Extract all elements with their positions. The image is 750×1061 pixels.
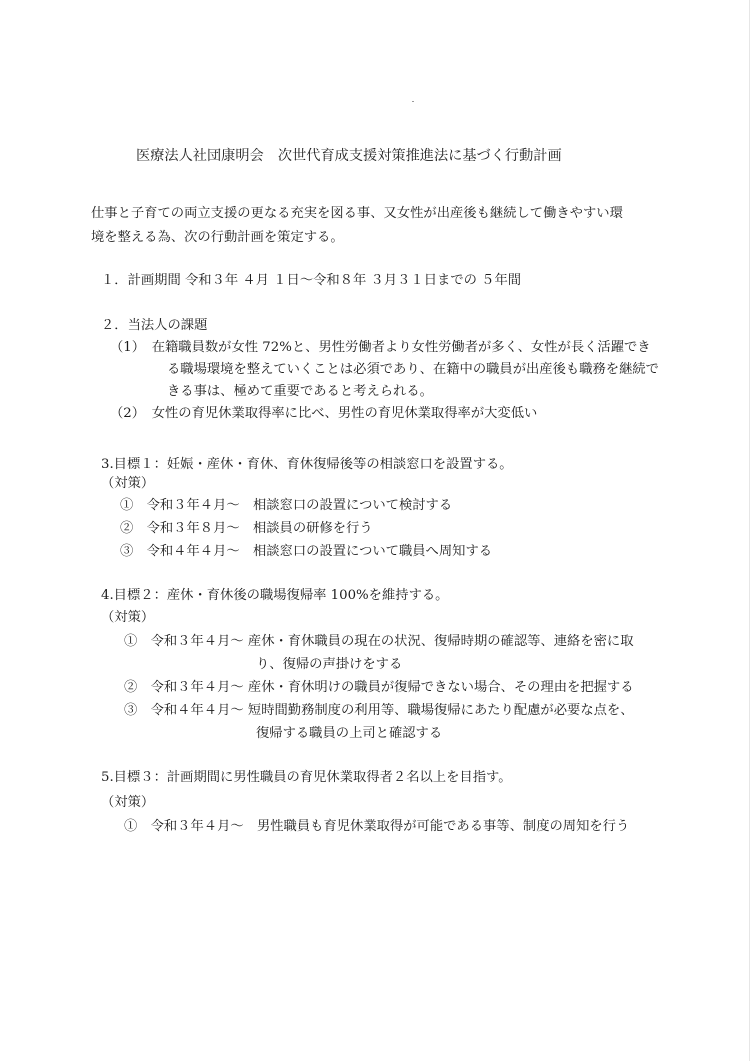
goal-1-measure-3: ③ 令和４年４月～ 相談窓口の設置について職員へ周知する	[120, 544, 493, 559]
goal-2-measure-1-line-1: ① 令和３年４月～ 産休・育休職員の現在の状況、復帰時期の確認等、連絡を密に取	[124, 634, 634, 649]
goal-2-measure-3-line-2: 復帰する職員の上司と確認する	[256, 726, 443, 741]
plan-period: １．計画期間 令和３年 ４月 １日～令和８年 ３月３１日までの ５年間	[101, 273, 522, 288]
issues-heading: ２．当法人の課題	[101, 318, 208, 333]
issue-1-line-2: る職場環境を整えていくことは必須であり、在籍中の職員が出産後も職務を継続で	[167, 362, 659, 377]
goal-2-heading: 4.目標２：産休・育休後の職場復帰率 100%を維持する。	[101, 588, 449, 603]
goal-1-measure-1: ① 令和３年４月～ 相談窓口の設置について検討する	[120, 498, 453, 513]
goal-3-measure-1: ① 令和３年４月～ 男性職員も育児休業取得が可能である事等、制度の周知を行う	[124, 819, 630, 834]
document-title: 医療法人社団康明会 次世代育成支援対策推進法に基づく行動計画	[136, 148, 562, 164]
goal-3-heading: 5.目標３：計画期間に男性職員の育児休業取得者２名以上を目指す。	[101, 770, 512, 785]
issue-1-line-3: きる事は、極めて重要であると考えられる。	[167, 384, 433, 399]
goal-1-heading: 3.目標１：妊娠・産休・育休、育休復帰後等の相談窓口を設置する。	[101, 457, 513, 472]
goal-1-measure-2: ② 令和３年８月～ 相談員の研修を行う	[120, 521, 373, 536]
intro-line-2: 境を整える為、次の行動計画を策定する。	[91, 230, 344, 245]
goal-2-measure-1-line-2: り、復帰の声掛けをする	[256, 657, 403, 672]
goal-3-measures-label: （対策）	[101, 795, 155, 810]
intro-line-1: 仕事と子育ての両立支援の更なる充実を図る事、又女性が出産後も継続して働きやすい環	[91, 206, 623, 221]
goal-2-measure-3-line-1: ③ 令和４年４月～ 短時間勤務制度の利用等、職場復帰にあたり配慮が必要な点を、	[124, 703, 634, 718]
goal-2-measure-2: ② 令和３年４月～ 産休・育休明けの職員が復帰できない場合、その理由を把握する	[124, 680, 634, 695]
goal-2-measures-label: （対策）	[101, 610, 155, 625]
issue-2: （2） 女性の育児休業取得率に比べ、男性の育児休業取得率が大変低い	[110, 406, 538, 421]
goal-1-measures-label: （対策）	[101, 476, 155, 491]
issue-1-line-1: （1） 在籍職員数が女性 72%と、男性労働者より女性労働者が多く、女性が長く活躍でき	[110, 340, 651, 355]
scan-speck	[412, 101, 414, 102]
